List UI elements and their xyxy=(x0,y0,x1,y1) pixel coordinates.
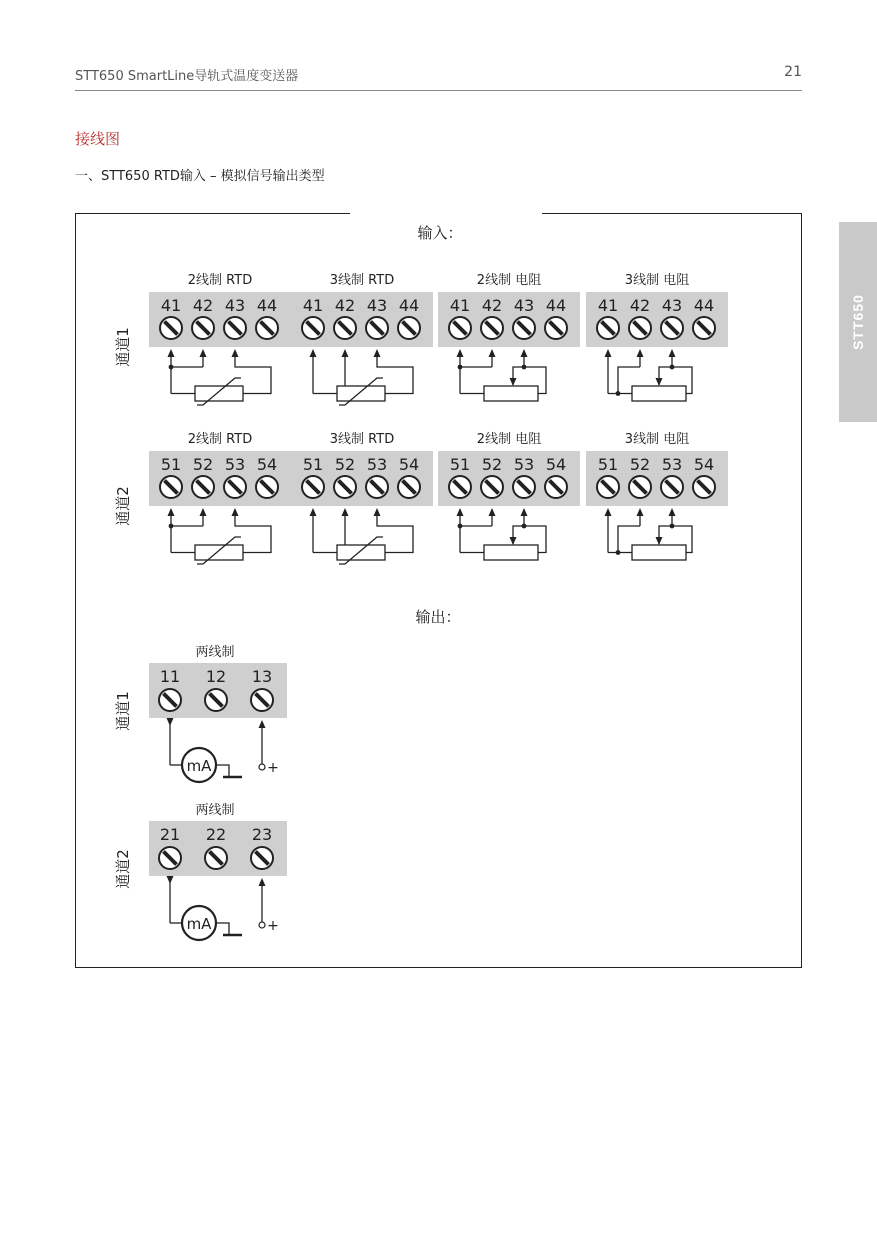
channel-label: 通道2 xyxy=(114,486,132,526)
arrow-up-icon xyxy=(310,508,317,516)
arrow-up-icon xyxy=(374,508,381,516)
block-title: 两线制 xyxy=(195,803,235,818)
block-title: 2线制 RTD xyxy=(187,273,253,288)
terminal-number: 51 xyxy=(302,455,324,474)
screw-icon xyxy=(366,317,388,339)
rtd-sensor xyxy=(195,386,243,401)
terminal-number: 51 xyxy=(160,455,182,474)
screw-icon xyxy=(251,689,273,711)
channel-label: 通道1 xyxy=(114,327,132,367)
arrow-up-icon xyxy=(374,349,381,357)
rtd-sensor xyxy=(337,545,385,560)
junction-dot xyxy=(616,391,621,396)
output-heading: 输出： xyxy=(415,608,461,626)
screw-icon xyxy=(256,476,278,498)
screw-icon xyxy=(693,317,715,339)
terminal-number: 42 xyxy=(334,296,356,315)
input-heading: 输入： xyxy=(417,224,463,242)
wire xyxy=(513,367,524,385)
screw-icon xyxy=(251,847,273,869)
terminal-number: 41 xyxy=(302,296,324,315)
terminal-number: 12 xyxy=(205,667,227,686)
arrow-up-icon xyxy=(521,349,528,357)
channel-label: 通道1 xyxy=(114,691,132,731)
arrow-up-icon xyxy=(457,508,464,516)
screw-icon xyxy=(366,476,388,498)
terminal-number: 44 xyxy=(256,296,278,315)
block-title: 3线制 RTD xyxy=(329,432,395,447)
screw-icon xyxy=(481,317,503,339)
screw-icon xyxy=(449,317,471,339)
screw-icon xyxy=(513,317,535,339)
plus-label: + xyxy=(267,918,279,934)
block-title: 3线制 电阻 xyxy=(624,432,690,447)
terminal-number: 51 xyxy=(597,455,619,474)
screw-icon xyxy=(398,476,420,498)
terminal-number: 43 xyxy=(224,296,246,315)
terminal-number: 42 xyxy=(629,296,651,315)
input-terminal-block xyxy=(149,431,291,564)
arrow-up-icon xyxy=(168,508,175,516)
screw-icon xyxy=(334,317,356,339)
wire xyxy=(659,367,672,385)
terminal-number: 21 xyxy=(159,825,181,844)
meter-label: mA xyxy=(186,915,212,933)
screw-icon xyxy=(449,476,471,498)
wire xyxy=(659,526,672,544)
terminal-number: 54 xyxy=(256,455,278,474)
block-title: 2线制 RTD xyxy=(187,432,253,447)
terminal-number: 44 xyxy=(545,296,567,315)
screw-icon xyxy=(160,476,182,498)
terminal-number: 44 xyxy=(398,296,420,315)
terminal-number: 11 xyxy=(159,667,181,686)
wire xyxy=(513,526,524,544)
arrow-down-icon xyxy=(656,537,663,545)
arrow-up-icon xyxy=(605,508,612,516)
arrow-up-icon xyxy=(489,349,496,357)
section-title: 接线图 xyxy=(75,130,121,148)
screw-icon xyxy=(224,317,246,339)
junction-dot xyxy=(616,550,621,555)
block-title: 两线制 xyxy=(195,645,235,660)
input-section xyxy=(114,272,728,564)
input-terminal-block xyxy=(586,272,728,401)
screw-icon xyxy=(661,476,683,498)
junction-dot xyxy=(169,365,174,370)
screw-icon xyxy=(205,847,227,869)
arrow-up-icon xyxy=(342,349,349,357)
terminal-number: 42 xyxy=(481,296,503,315)
terminal-point xyxy=(259,764,265,770)
arrow-down-icon xyxy=(510,537,517,545)
rtd-sensor xyxy=(337,386,385,401)
screw-icon xyxy=(192,317,214,339)
terminal-number: 41 xyxy=(449,296,471,315)
block-title: 2线制 电阻 xyxy=(476,273,542,288)
screw-icon xyxy=(481,476,503,498)
input-terminal-block xyxy=(291,272,433,405)
terminal-number: 42 xyxy=(192,296,214,315)
screw-icon xyxy=(597,476,619,498)
meter-label: mA xyxy=(186,757,212,775)
junction-dot xyxy=(458,365,463,370)
screw-icon xyxy=(159,689,181,711)
input-channel xyxy=(114,272,728,405)
terminal-point xyxy=(259,922,265,928)
arrow-up-icon xyxy=(168,349,175,357)
input-channel xyxy=(114,431,728,564)
junction-dot xyxy=(169,524,174,529)
terminal-number: 52 xyxy=(334,455,356,474)
arrow-up-icon xyxy=(489,508,496,516)
ground-wire xyxy=(216,765,229,777)
screw-icon xyxy=(629,317,651,339)
input-terminal-block xyxy=(586,431,728,560)
screw-icon xyxy=(302,317,324,339)
output-terminal-block xyxy=(114,644,287,782)
terminal-number: 44 xyxy=(693,296,715,315)
input-terminal-block xyxy=(438,431,580,560)
arrow-up-icon xyxy=(310,349,317,357)
terminal-number: 52 xyxy=(481,455,503,474)
channel-label: 通道2 xyxy=(114,849,132,889)
input-terminal-block xyxy=(149,272,291,405)
terminal-number: 54 xyxy=(693,455,715,474)
junction-dot xyxy=(458,524,463,529)
header-title: STT650 SmartLine导轨式温度变送器 xyxy=(75,69,299,84)
terminal-number: 53 xyxy=(513,455,535,474)
terminal-number: 13 xyxy=(251,667,273,686)
screw-icon xyxy=(629,476,651,498)
arrow-up-icon xyxy=(521,508,528,516)
screw-icon xyxy=(302,476,324,498)
terminal-number: 43 xyxy=(513,296,535,315)
arrow-up-icon xyxy=(605,349,612,357)
terminal-number: 41 xyxy=(160,296,182,315)
output-terminal-block xyxy=(114,802,287,940)
screw-icon xyxy=(159,847,181,869)
arrow-up-icon xyxy=(669,508,676,516)
screw-icon xyxy=(545,476,567,498)
arrow-up-icon xyxy=(232,349,239,357)
input-terminal-block xyxy=(291,431,433,564)
terminal-number: 53 xyxy=(366,455,388,474)
frame-gap xyxy=(350,208,542,218)
terminal-number: 43 xyxy=(366,296,388,315)
arrow-up-icon xyxy=(200,349,207,357)
arrow-up-icon xyxy=(637,349,644,357)
arrow-up-icon xyxy=(637,508,644,516)
ground-wire xyxy=(216,923,229,935)
arrow-up-icon xyxy=(200,508,207,516)
resistor xyxy=(632,386,686,401)
arrow-down-icon xyxy=(656,378,663,386)
terminal-number: 52 xyxy=(629,455,651,474)
terminal-number: 43 xyxy=(661,296,683,315)
arrow-up-icon xyxy=(232,508,239,516)
screw-icon xyxy=(398,317,420,339)
terminal-number: 54 xyxy=(545,455,567,474)
side-tab-label: STT650 xyxy=(850,294,866,350)
screw-icon xyxy=(513,476,535,498)
arrow-up-icon xyxy=(342,508,349,516)
arrow-up-icon xyxy=(669,349,676,357)
block-title: 3线制 RTD xyxy=(329,273,395,288)
screw-icon xyxy=(597,317,619,339)
input-terminal-block xyxy=(438,272,580,401)
resistor xyxy=(484,545,538,560)
screw-icon xyxy=(192,476,214,498)
screw-icon xyxy=(256,317,278,339)
terminal-number: 54 xyxy=(398,455,420,474)
screw-icon xyxy=(224,476,246,498)
output-section xyxy=(114,644,287,940)
terminal-number: 41 xyxy=(597,296,619,315)
rtd-sensor xyxy=(195,545,243,560)
terminal-number: 53 xyxy=(224,455,246,474)
block-title: 2线制 电阻 xyxy=(476,432,542,447)
screw-icon xyxy=(205,689,227,711)
resistor xyxy=(632,545,686,560)
arrow-up-icon xyxy=(457,349,464,357)
arrow-down-icon xyxy=(510,378,517,386)
terminal-number: 53 xyxy=(661,455,683,474)
screw-icon xyxy=(693,476,715,498)
page-number: 21 xyxy=(784,64,802,80)
terminal-number: 52 xyxy=(192,455,214,474)
section-subtitle: 一、STT650 RTD输入 – 模拟信号输出类型 xyxy=(75,169,325,184)
screw-icon xyxy=(334,476,356,498)
terminal-number: 51 xyxy=(449,455,471,474)
screw-icon xyxy=(160,317,182,339)
resistor xyxy=(484,386,538,401)
terminal-number: 23 xyxy=(251,825,273,844)
screw-icon xyxy=(545,317,567,339)
terminal-number: 22 xyxy=(205,825,227,844)
block-title: 3线制 电阻 xyxy=(624,273,690,288)
screw-icon xyxy=(661,317,683,339)
plus-label: + xyxy=(267,760,279,776)
